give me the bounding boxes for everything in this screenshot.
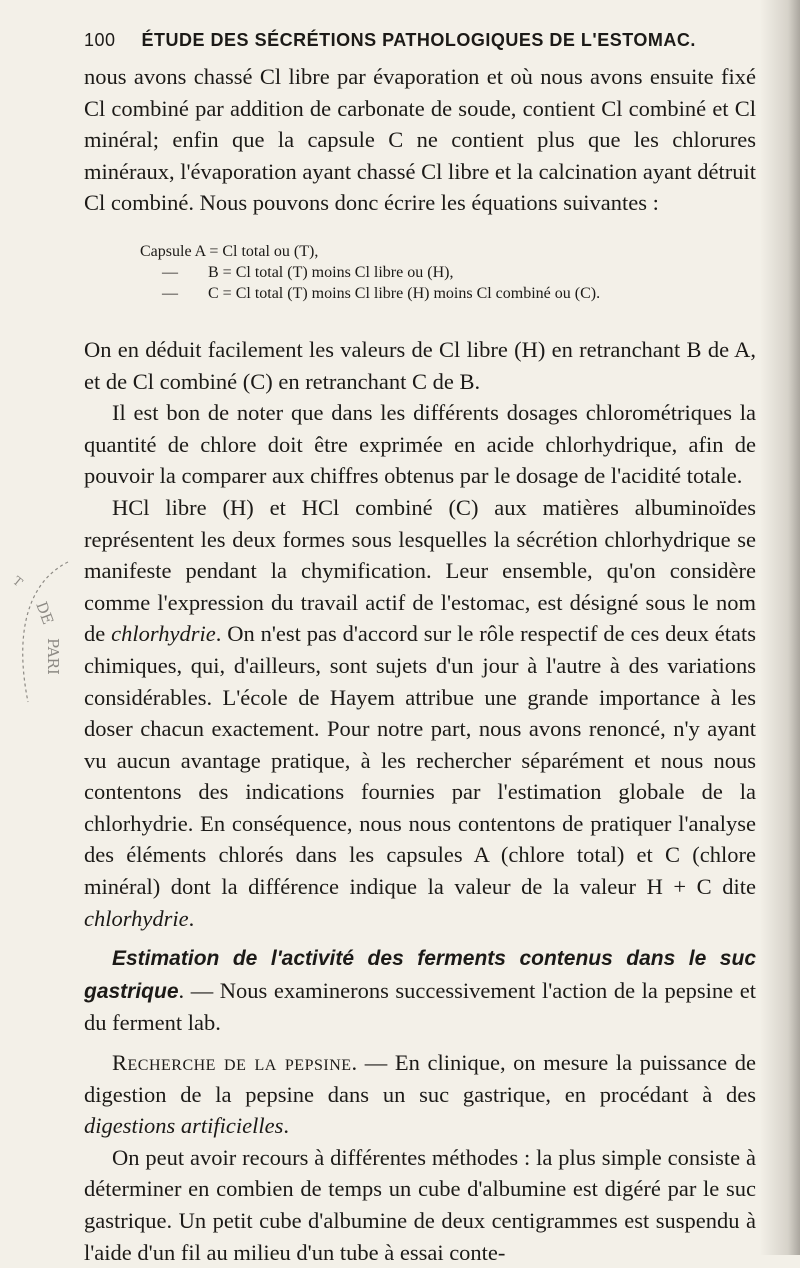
- equation-b: [140, 262, 756, 283]
- subsection-title: Recherche de la pepsine: [112, 1050, 352, 1076]
- paragraph-5: [84, 942, 756, 1039]
- page-edge-shadow: [760, 0, 800, 1255]
- paragraph-6: [84, 1047, 756, 1142]
- paragraph-5-text: . — Nous examinerons successivement l'action de la pepsine et du ferment lab.: [84, 977, 756, 1036]
- paragraph-1: nous avons chassé Cl libre par évaporation et où nous avons ensuite fixé Cl combiné par addition de carbonate de soude, contient Cl combiné et Cl minéral; enfin que la capsule C ne contient plus que les chlorures minéraux, l'évaporation ayant chassé Cl libre et la calcination ayant détruit Cl combiné. Nous pouvons donc écrire les équations suivantes :: [84, 64, 756, 216]
- equation-lead: Capsule: [140, 242, 192, 260]
- equation-text: A = Cl total ou (T),: [194, 242, 319, 260]
- term-chlorhydrie-2: chlorhydrie: [84, 905, 189, 931]
- equation-lead: —: [162, 284, 178, 302]
- equation-c: [140, 283, 756, 304]
- paragraph-6-text-a: . — En clinique, on mesure la puissance de digestion de la pepsine dans un suc gastrique, en procédant à des: [84, 1050, 756, 1107]
- paragraph-7: On peut avoir recours à différentes méthodes : la plus simple consiste à déterminer en combien de temps un cube d'albumine est digéré par le suc gastrique. Un petit cube d'albumine de deux centigrammes est suspendu à l'aide d'un fil au milieu d'un tube à essai conte-: [84, 1144, 756, 1265]
- running-header: [84, 30, 756, 51]
- page-number: 100: [84, 30, 116, 50]
- term-digestions-artificielles: digestions artificielles: [84, 1113, 284, 1139]
- term-chlorhydrie: chlorhydrie: [111, 621, 216, 647]
- book-page: [84, 30, 756, 1268]
- equation-text: C = Cl total (T) moins Cl libre (H) moins Cl combiné ou (C).: [208, 284, 601, 302]
- paragraph-4-text-a: HCl libre (H) et HCl combiné (C) aux matières albuminoïdes représentent les deux formes sous lesquelles la sécrétion chlorhydrique se manifeste pendant la chymification. Leur ensemble, qu'on considère comme l'expression du travail actif de l'estomac, est désigné sous le nom de: [84, 494, 756, 647]
- svg-text:DE: DE: [32, 599, 58, 627]
- paragraph-4-text-b: . On n'est pas d'accord sur le rôle respectif de ces deux états chimiques, qui, d'ailleurs, sont sujets d'un jour à l'autre à des variations considérables. L'école de Hayem attribue une grande importance à les doser chacun exactement. Pour notre part, nous avons renoncé, n'y ayant vu aucun avantage pratique, à les rechercher séparément et nous nous contentons des indications fournies par l'estimation globale de la chlorhydrie. En conséquence, nous nous contentons de pratiquer l'analyse des éléments chlorés dans les capsules A (chlore total) et C (chlore minéral) dont la différence indique la valeur de la valeur H + C dite: [84, 621, 756, 900]
- equation-a: [140, 241, 756, 262]
- running-title: ÉTUDE DES SÉCRÉTIONS PATHOLOGIQUES DE L'ESTOMAC.: [141, 30, 696, 50]
- paragraph-4: [84, 492, 756, 934]
- paragraph-3: Il est bon de noter que dans les différents dosages chlorométriques la quantité de chlore doit être exprimée en acide chlorhydrique, afin de pouvoir la comparer aux chiffres obtenus par le dosage de l'acidité totale.: [84, 400, 756, 489]
- section-title: Estimation de l'activité des ferments contenus dans le suc gastrique: [84, 947, 756, 1003]
- equation-lead: —: [162, 263, 178, 281]
- svg-text:T: T: [10, 573, 26, 590]
- equations-block: [140, 241, 756, 304]
- svg-text:PARI: PARI: [44, 638, 62, 675]
- paragraph-6-text-b: .: [283, 1113, 289, 1139]
- equation-text: B = Cl total (T) moins Cl libre ou (H),: [208, 263, 454, 281]
- paragraph-4-text-c: .: [188, 905, 195, 931]
- library-stamp: [8, 552, 74, 712]
- paragraph-2: On en déduit facilement les valeurs de Cl libre (H) en retranchant B de A, et de Cl combiné (C) en retranchant C de B.: [84, 336, 756, 394]
